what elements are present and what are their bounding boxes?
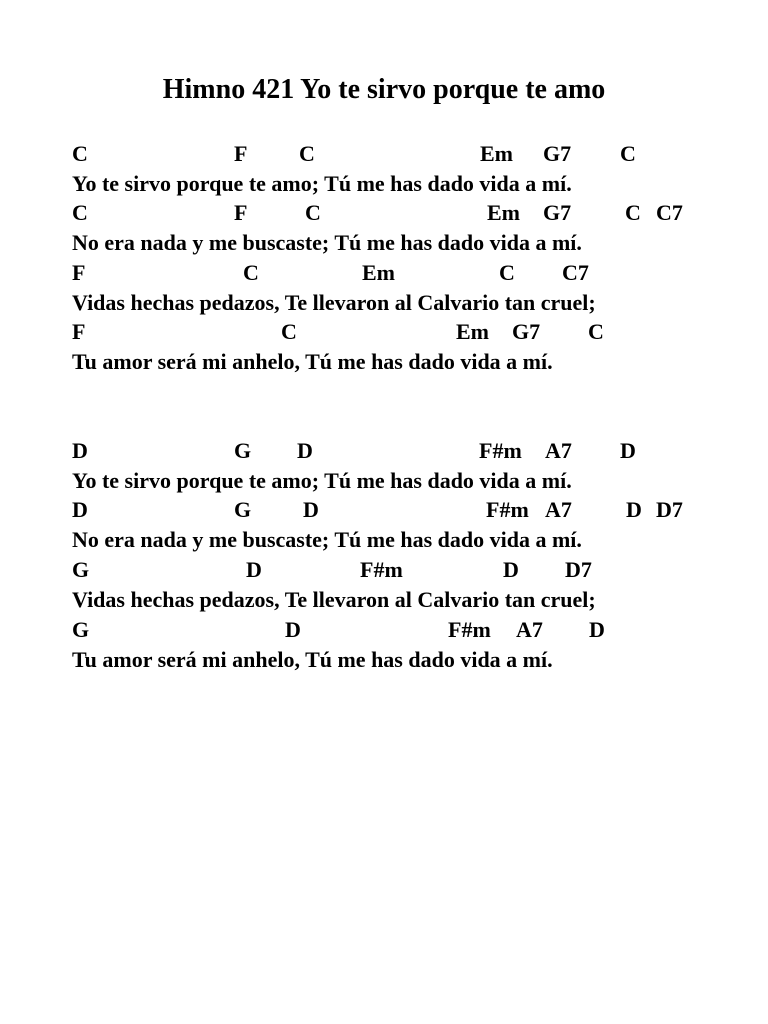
lyric-row xyxy=(0,587,768,617)
chord: C xyxy=(305,200,321,225)
chord: C7 xyxy=(656,200,683,225)
chord: C xyxy=(299,141,315,166)
chord-row xyxy=(0,141,768,171)
chord-row xyxy=(0,557,768,587)
chord: D xyxy=(297,438,313,463)
chord-row xyxy=(0,319,768,349)
chord: A7 xyxy=(516,617,543,642)
lyric-row xyxy=(0,349,768,379)
chord: C xyxy=(72,141,88,166)
chord-row xyxy=(0,617,768,647)
chord: D xyxy=(503,557,519,582)
chord: F xyxy=(234,141,248,166)
lyric-line: Vidas hechas pedazos, Te llevaron al Calvario tan cruel; xyxy=(72,587,596,612)
lyric-line: Yo te sirvo porque te amo; Tú me has dado vida a mí. xyxy=(72,171,572,196)
chord: A7 xyxy=(545,438,572,463)
lyric-line: Yo te sirvo porque te amo; Tú me has dado vida a mí. xyxy=(72,468,572,493)
chord: D xyxy=(626,497,642,522)
chord: G xyxy=(72,557,90,582)
lyric-row xyxy=(0,171,768,201)
chord: G7 xyxy=(543,200,572,225)
chord: C xyxy=(281,319,297,344)
chord: F#m xyxy=(360,557,403,582)
chord: G xyxy=(72,617,90,642)
chord: F xyxy=(72,319,86,344)
chord: F xyxy=(72,260,86,285)
page-title: Himno 421 Yo te sirvo porque te amo xyxy=(162,74,606,105)
chord: F#m xyxy=(486,497,529,522)
chord: G7 xyxy=(543,141,572,166)
chord: F xyxy=(234,200,248,225)
chord: C xyxy=(625,200,641,225)
chord: D7 xyxy=(565,557,592,582)
chord: C xyxy=(499,260,515,285)
lyric-line: Vidas hechas pedazos, Te llevaron al Calvario tan cruel; xyxy=(72,290,596,315)
lyric-line: Tu amor será mi anhelo, Tú me has dado vida a mí. xyxy=(72,349,553,374)
chord: D xyxy=(72,438,88,463)
chord: D xyxy=(285,617,301,642)
chord: F#m xyxy=(479,438,522,463)
chord: G xyxy=(234,438,252,463)
chord: C xyxy=(620,141,636,166)
chord: D xyxy=(246,557,262,582)
chord: Em xyxy=(480,141,513,166)
chord: D xyxy=(72,497,88,522)
chord: A7 xyxy=(545,497,572,522)
chord: D xyxy=(589,617,605,642)
lyric-line: Tu amor será mi anhelo, Tú me has dado vida a mí. xyxy=(72,647,553,672)
lyric-line: No era nada y me buscaste; Tú me has dado vida a mí. xyxy=(72,527,582,552)
lyric-line: No era nada y me buscaste; Tú me has dado vida a mí. xyxy=(72,230,582,255)
chord: C7 xyxy=(562,260,589,285)
chord: Em xyxy=(362,260,395,285)
chord: D xyxy=(620,438,636,463)
chord: D7 xyxy=(656,497,683,522)
chord: C xyxy=(588,319,604,344)
chord-row xyxy=(0,497,768,527)
lyric-row xyxy=(0,647,768,677)
lyric-row xyxy=(0,230,768,260)
chord: C xyxy=(72,200,88,225)
chord: D xyxy=(303,497,319,522)
chord: Em xyxy=(487,200,520,225)
lyric-row xyxy=(0,527,768,557)
lyric-row xyxy=(0,290,768,320)
chord-row xyxy=(0,260,768,290)
chord: G xyxy=(234,497,252,522)
chord: F#m xyxy=(448,617,491,642)
lyric-row xyxy=(0,468,768,498)
chord-row xyxy=(0,200,768,230)
chord: C xyxy=(243,260,259,285)
chord: G7 xyxy=(512,319,541,344)
chord-row xyxy=(0,438,768,468)
chord: Em xyxy=(456,319,489,344)
